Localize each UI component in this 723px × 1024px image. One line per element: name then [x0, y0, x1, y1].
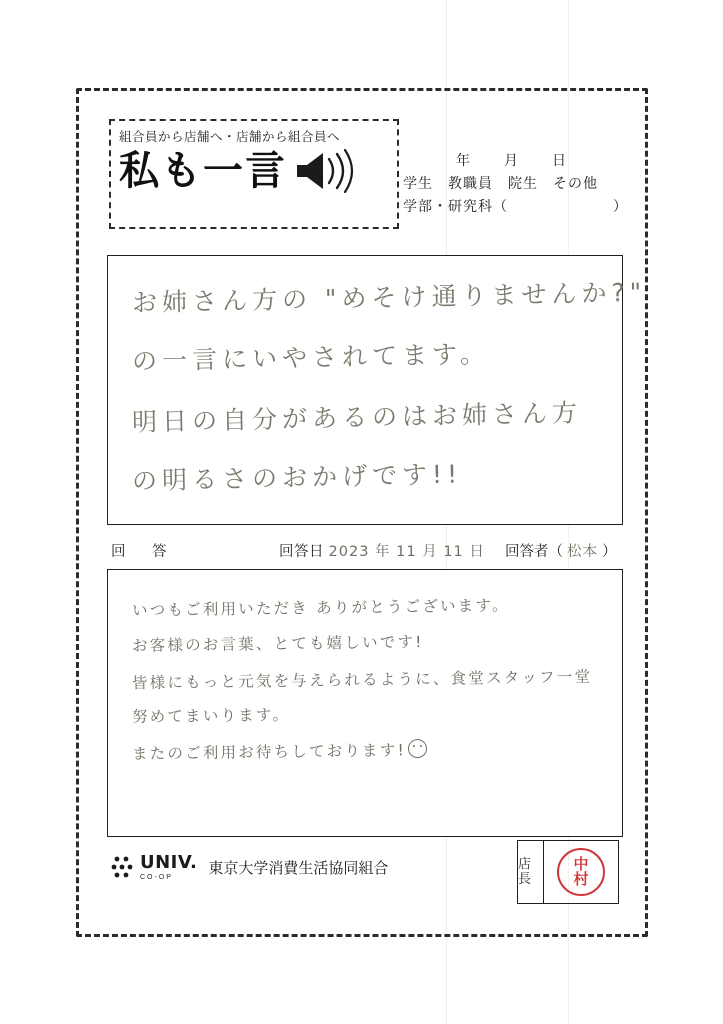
reply-line-5-row: [132, 738, 427, 764]
manager-stamp-label: 店長: [518, 841, 544, 903]
message-line-4: の明るさのおかげです!!: [131, 459, 463, 496]
coop-logo-text: [140, 854, 197, 881]
department-field-label[interactable]: 学部・研究科（ ）: [403, 198, 628, 215]
member-message-box[interactable]: [107, 255, 647, 525]
hanko-char-top: 中: [573, 855, 589, 873]
message-line-3: 明日の自分があるのはお姉さん方: [131, 398, 583, 437]
staff-reply-box[interactable]: [107, 569, 623, 837]
date-blank-label: 年 月 日: [456, 152, 576, 168]
organization-name: 東京大学消費生活協同組合: [208, 860, 389, 877]
coop-branding: [111, 854, 388, 881]
megaphone-icon: [293, 149, 355, 193]
coop-logo-sub: CO-OP: [140, 874, 173, 881]
answer-date-label: 回答日: [279, 544, 324, 560]
answer-meta-row: [107, 537, 623, 565]
form-title-row: [119, 149, 389, 193]
responder-close-paren: ）: [602, 544, 617, 560]
manager-stamp-box: [517, 840, 619, 904]
coop-logo-univ: UNIV.: [140, 852, 198, 873]
title-box: [109, 119, 399, 229]
page-title: 私も一言: [119, 148, 287, 194]
reply-line-5: またのご利用お待ちしております!: [131, 741, 407, 764]
manager-stamp-area: [544, 841, 618, 903]
card-header: [109, 119, 628, 229]
answer-date-value: 2023 年 11 月 11 日: [328, 544, 485, 560]
hanko-seal-icon: [557, 848, 605, 896]
header-meta: [403, 149, 628, 218]
reply-line-3: 皆様にもっと元気を与えられるように、食堂スタッフ一堂: [131, 667, 593, 693]
comment-card-sheet: [76, 88, 648, 937]
coop-logo-icon: [111, 855, 133, 881]
form-subtitle: 組合員から店舗へ・店舗から組合員へ: [119, 130, 341, 144]
smiley-face-icon: [408, 739, 427, 758]
card-footer: [107, 840, 623, 908]
message-line-1: お姉さん方の "めそけ通りませんか?": [131, 277, 647, 318]
responder-name: 松本: [567, 544, 599, 560]
reply-line-2: お客様のお言葉、とても嬉しいです!: [131, 632, 424, 656]
message-line-2: の一言にいやされてます。: [131, 339, 491, 376]
reply-line-1: いつもご利用いただき ありがとうございます。: [131, 596, 510, 620]
responder-label: 回答者（: [505, 544, 563, 560]
reply-line-4: 努めてまいります。: [131, 705, 291, 727]
responder-group: [505, 540, 617, 561]
affiliation-options[interactable]: 学生 教職員 院生 その他: [403, 175, 598, 192]
answer-section-label: 回 答: [111, 544, 173, 560]
answer-date-group: [279, 540, 485, 561]
hanko-char-bottom: 村: [573, 870, 589, 888]
